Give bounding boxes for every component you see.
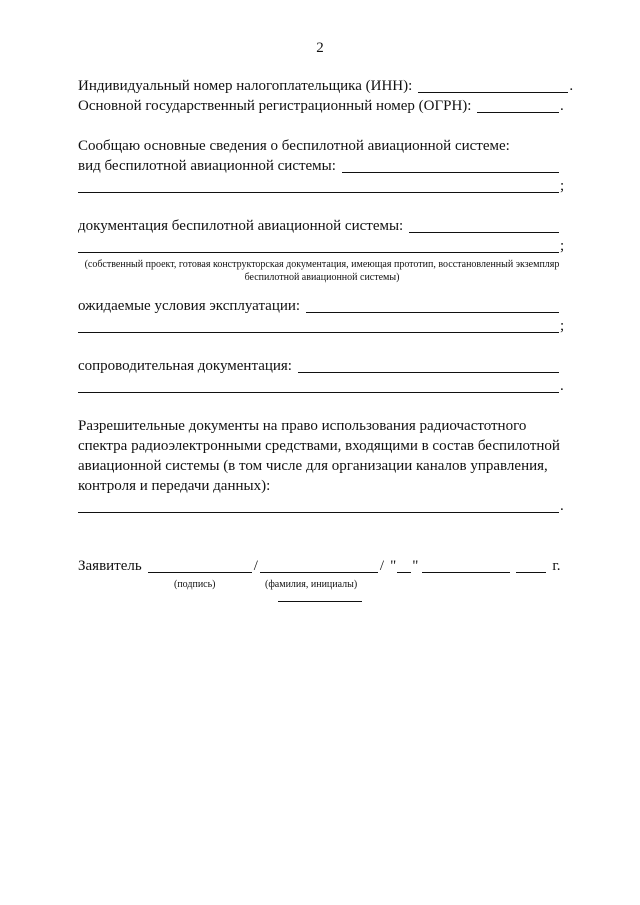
uas-docs-label: документация беспилотной авиационной системы:	[78, 218, 404, 234]
conditions-row-2	[78, 316, 566, 336]
year-suffix: г.	[552, 558, 561, 574]
uas-type-label: вид беспилотной авиационной системы:	[78, 158, 336, 174]
inn-end-mark: .	[569, 78, 574, 94]
applicant-row	[78, 556, 566, 576]
date-quote-open: "	[390, 558, 397, 574]
uas-type-field-line-2[interactable]	[78, 178, 559, 193]
uas-docs-row-2	[78, 236, 566, 256]
conditions-field-line-2[interactable]	[78, 318, 559, 333]
uas-docs-end-mark: ;	[560, 238, 565, 254]
uas-type-field[interactable]	[342, 158, 559, 173]
slash-separator-2: /	[379, 558, 385, 574]
uas-type-row	[78, 156, 566, 176]
ogrn-end-mark: .	[560, 98, 564, 114]
conditions-row	[78, 296, 566, 316]
date-month-field[interactable]	[422, 558, 510, 573]
form-body	[78, 76, 574, 592]
permits-text-line-4: контроля и передачи данных):	[78, 478, 271, 494]
accompanying-row	[78, 356, 566, 376]
signature-field[interactable]	[148, 558, 252, 573]
ogrn-label: Основной государственный регистрационный номер (ОГРН):	[78, 98, 472, 114]
uas-docs-row	[78, 216, 566, 236]
inn-field[interactable]	[418, 78, 568, 93]
uas-docs-field[interactable]	[409, 218, 559, 233]
signature-captions	[78, 576, 566, 592]
applicant-label: Заявитель	[78, 558, 142, 574]
date-day-field[interactable]	[397, 558, 411, 573]
permits-text-line-1: Разрешительные документы на право использования радиочастотного	[78, 418, 527, 434]
permits-end-mark: .	[560, 498, 564, 514]
accompanying-field-line-2[interactable]	[78, 378, 559, 393]
uas-docs-field-line-2[interactable]	[78, 238, 559, 253]
date-quote-close: "	[412, 558, 419, 574]
uas-type-end-mark: ;	[560, 178, 565, 194]
accompanying-end-mark: .	[560, 378, 564, 394]
inn-label: Индивидуальный номер налогоплательщика (ИНН):	[78, 78, 413, 94]
accompanying-field[interactable]	[298, 358, 559, 373]
slash-separator-1: /	[253, 558, 258, 574]
inn-row	[78, 76, 574, 96]
conditions-end-mark: ;	[560, 318, 565, 334]
permits-text-line-3: авиационной системы (в том числе для организации каналов управления,	[78, 458, 548, 474]
date-year-field[interactable]	[516, 558, 546, 573]
uas-intro-row	[78, 136, 566, 156]
uas-type-row-2	[78, 176, 566, 196]
ogrn-field[interactable]	[477, 98, 559, 113]
name-caption: (фамилия, инициалы)	[265, 579, 358, 590]
permits-text-line-2: спектра радиоэлектронными средствами, входящими в состав беспилотной	[78, 438, 560, 454]
conditions-field[interactable]	[306, 298, 559, 313]
ogrn-row	[78, 96, 566, 116]
conditions-label: ожидаемые условия эксплуатации:	[78, 298, 301, 314]
uas-docs-hint: (собственный проект, готовая конструкторская документация, имеющая прототип, восстановленный экземпляр беспилотной авиационной системы)	[84, 259, 560, 283]
uas-intro-text: Сообщаю основные сведения о беспилотной авиационной системе:	[78, 138, 510, 154]
permits-row	[78, 496, 566, 516]
accompanying-row-2	[78, 376, 566, 396]
accompanying-label: сопроводительная документация:	[78, 358, 292, 374]
permits-field[interactable]	[78, 498, 559, 513]
page-number: 2	[316, 40, 324, 56]
end-of-page-rule	[278, 601, 362, 602]
name-initials-field[interactable]	[260, 558, 378, 573]
signature-caption: (подпись)	[174, 579, 216, 590]
